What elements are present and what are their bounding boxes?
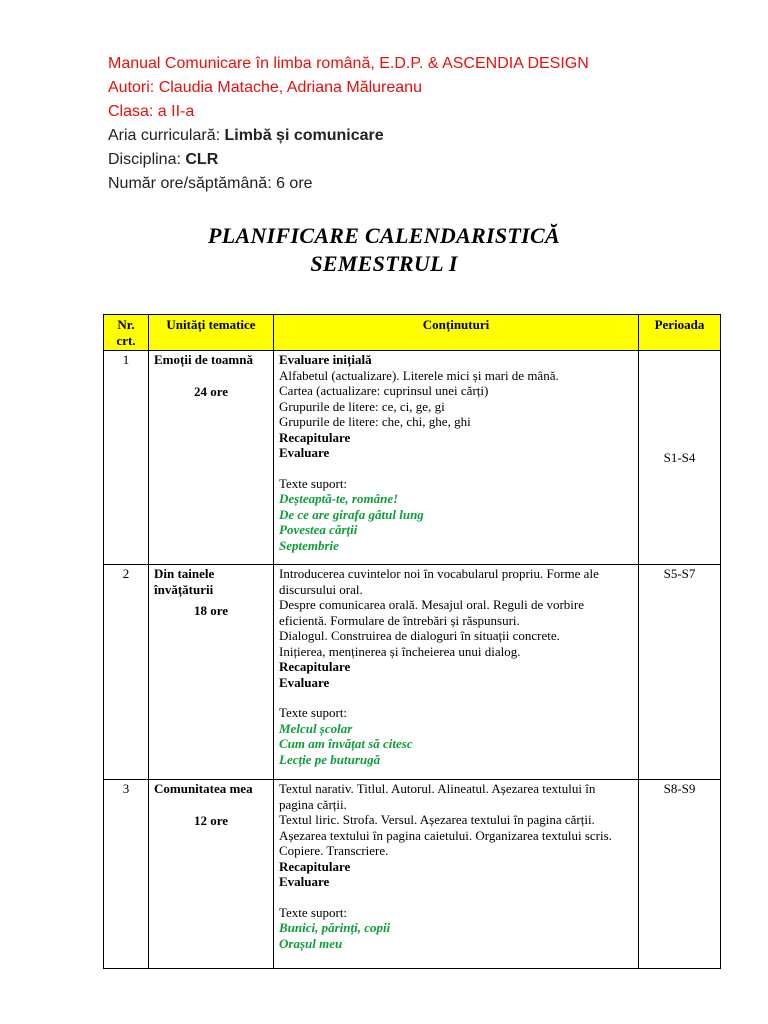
recap-label: Recapitulare (279, 429, 351, 445)
row-content (274, 780, 639, 969)
row-nr: 3 (104, 780, 149, 969)
support-text: Melcul școlar (279, 720, 353, 736)
header-period: Perioada (639, 315, 721, 351)
support-text: Cum am învățat să citesc (279, 736, 413, 751)
weekly-hours-line: Număr ore/săptămână: 6 ore (108, 175, 313, 192)
header-content: Conținuturi (274, 315, 639, 351)
authors-line: Autori: Claudia Matache, Adriana Mălureanu (108, 79, 422, 96)
unit-title: Din tainele învățăturii (154, 566, 215, 597)
table-row (104, 565, 721, 780)
row-nr: 2 (104, 565, 149, 780)
content-line: Inițierea, menținerea și încheierea unui dialog. (279, 643, 521, 659)
planning-title-line2: SEMESTRUL I (310, 251, 458, 276)
eval-label: Evaluare (279, 874, 330, 889)
support-text: Lecție pe buturugă (279, 751, 381, 767)
row-period: S1-S4 (639, 351, 721, 565)
header-unit: Unități tematice (149, 315, 274, 351)
support-label: Texte suport: (279, 475, 348, 491)
support-text: De ce are girafa gâtul lung (279, 506, 424, 522)
table-row (104, 780, 721, 969)
table-row (104, 351, 721, 565)
content-line: Textul liric. Strofa. Versul. Așezarea textului în pagina cărții. (279, 812, 595, 827)
support-text: Septembrie (279, 537, 339, 553)
curricular-area-line (108, 124, 589, 148)
row-unit (149, 351, 274, 565)
content-line: Grupurile de litere: ce, ci, ge, gi (279, 398, 445, 414)
support-label: Texte suport: (279, 705, 348, 720)
support-text: Povestea cărții (279, 522, 358, 537)
eval-label: Evaluare (279, 445, 330, 460)
unit-title: Comunitatea mea (154, 781, 253, 796)
planning-title (0, 222, 768, 278)
recap-label: Recapitulare (279, 858, 351, 874)
row-content (274, 565, 639, 780)
planning-title-line1: PLANIFICARE CALENDARISTICĂ (208, 223, 560, 248)
content-line: Introducerea cuvintelor noi în vocabularul propriu. Forme ale discursului oral. (279, 566, 599, 597)
support-text: Bunici, părinți, copii (279, 920, 391, 935)
document-header (108, 52, 589, 196)
row-content (274, 351, 639, 565)
manual-title: Manual Comunicare în limba română, E.D.P. & ASCENDIA DESIGN (108, 55, 589, 72)
eval-label: Evaluare (279, 674, 330, 690)
unit-hours: 12 ore (193, 812, 229, 828)
row-period: S5-S7 (639, 565, 721, 780)
support-text: Orașul meu (279, 935, 343, 951)
content-line: Evaluare inițială (279, 352, 372, 367)
unit-hours: 18 ore (193, 603, 229, 618)
support-label: Texte suport: (279, 904, 348, 920)
row-period: S8-S9 (639, 780, 721, 969)
curricular-area-value: Limbă și comunicare (224, 127, 384, 144)
discipline-label: Disciplina: (108, 151, 186, 168)
unit-title: Emoții de toamnă (154, 352, 253, 367)
support-text: Deșteaptă-te, române! (279, 491, 399, 506)
content-line: Așezarea textului în pagina caietului. Organizarea textului scris. Copiere. Transcriere. (279, 827, 612, 858)
content-line: Textul narativ. Titlul. Autorul. Alineatul. Așezarea textului în pagina cărții. (279, 781, 596, 812)
unit-hours: 24 ore (193, 383, 229, 399)
content-line: Dialogul. Construirea de dialoguri în situații concrete. (279, 628, 560, 643)
recap-label: Recapitulare (279, 659, 351, 674)
content-line: Cartea (actualizare: cuprinsul unei cărți) (279, 383, 489, 398)
discipline-value: CLR (185, 151, 219, 168)
class-line: Clasa: a II-a (108, 103, 195, 120)
content-line: Alfabetul (actualizare). Literele mici și mari de mână. (279, 367, 559, 383)
discipline-line (108, 148, 589, 172)
row-nr: 1 (104, 351, 149, 565)
header-nr: Nr. crt. (104, 315, 149, 351)
row-unit (149, 565, 274, 780)
row-unit (149, 780, 274, 969)
content-line: Despre comunicarea orală. Mesajul oral. Reguli de vorbire eficientă. Formulare de întrebări și răspunsuri. (279, 597, 585, 628)
curricular-area-label: Aria curriculară: (108, 127, 225, 144)
table-header-row (104, 315, 721, 351)
content-line: Grupurile de litere: che, chi, ghe, ghi (279, 414, 471, 429)
planning-table (103, 314, 721, 969)
